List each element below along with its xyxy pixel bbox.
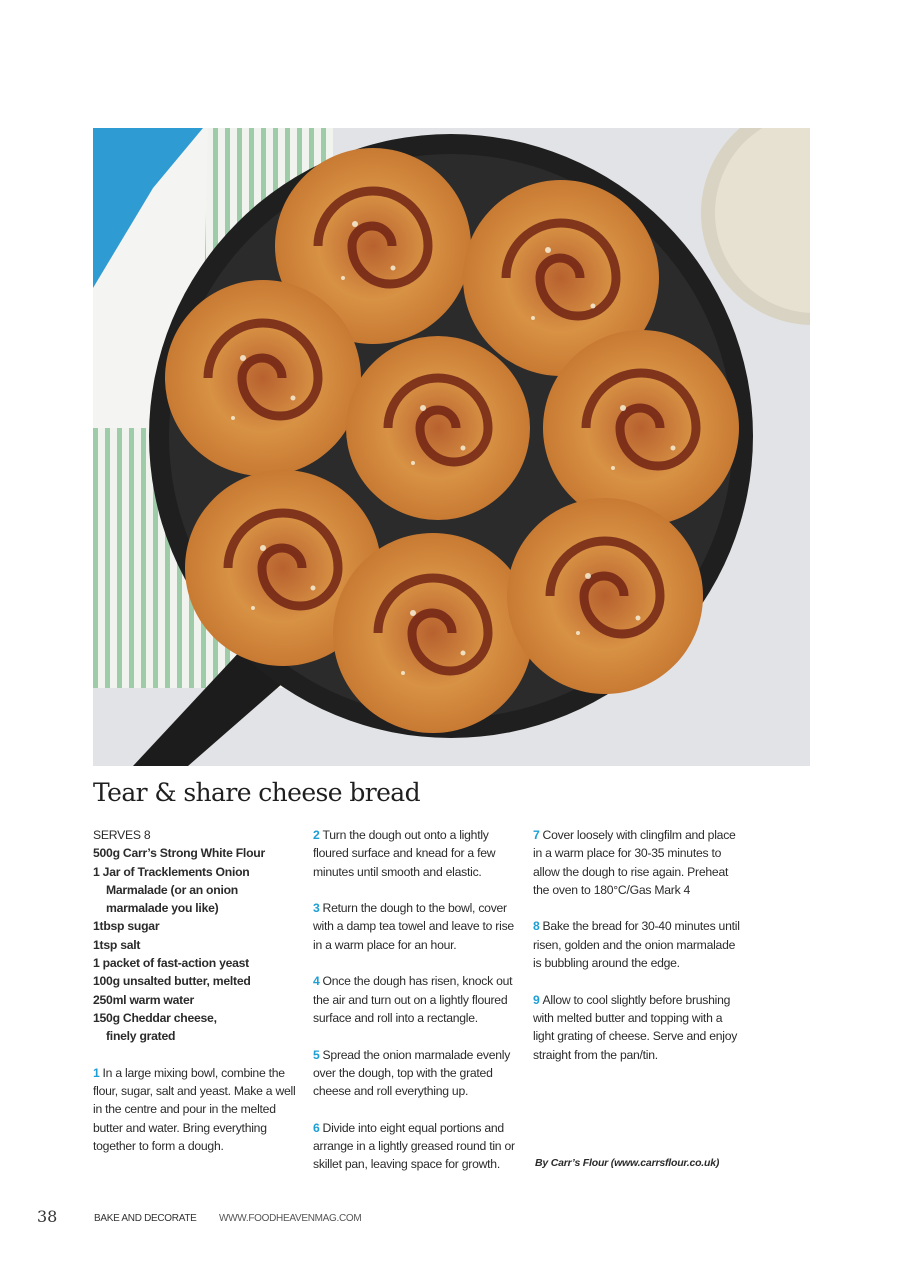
- ingredient-text: 1tsp salt: [93, 937, 141, 952]
- step-text: In a large mixing bowl, combine the flour, sugar, salt and yeast. Make a well in the centre and pour in the melted butter and water. Bring everything together to form a dough.: [93, 1065, 296, 1154]
- ingredient-text: 1 Jar of Tracklements Onion: [93, 864, 250, 879]
- ingredient-text: 250ml warm water: [93, 992, 195, 1007]
- step-number: 1: [93, 1065, 100, 1080]
- step-text: Divide into eight equal portions and arrange in a lightly greased round tin or skillet pan, leaving space for growth.: [313, 1120, 515, 1172]
- ingredient-continuation: Marmalade (or an onion: [106, 882, 238, 897]
- ingredient-item: [93, 917, 303, 935]
- step-text: Allow to cool slightly before brushing with melted butter and topping with a light grating of cheese. Serve and enjoy straight from the pan/tin.: [533, 992, 738, 1062]
- skillet-bread-illustration: [93, 128, 810, 766]
- method-step: [313, 1046, 525, 1101]
- step-text: Turn the dough out onto a lightly floured surface and knead for a few minutes until smooth and elastic.: [313, 828, 496, 879]
- recipe-credit: By Carr’s Flour (www.carrsflour.co.uk): [535, 1157, 720, 1169]
- ingredient-continuation: finely grated: [106, 1029, 176, 1044]
- ingredient-item: [93, 863, 303, 918]
- step-text: Once the dough has risen, knock out the air and turn out on a lightly floured surface and roll into a rectangle.: [313, 974, 513, 1025]
- step-number: 4: [313, 974, 320, 989]
- method-step: [313, 1119, 525, 1174]
- ingredient-text: 1 packet of fast-action yeast: [93, 956, 249, 971]
- ingredient-item: [93, 936, 303, 954]
- ingredient-item: [93, 844, 303, 862]
- serves-label: SERVES 8: [93, 828, 151, 842]
- step-number: 2: [313, 828, 320, 842]
- step-number: 9: [533, 992, 540, 1007]
- ingredient-list: [93, 844, 303, 1045]
- method-step: [313, 899, 525, 954]
- step-number: 8: [533, 919, 540, 934]
- step-number: 7: [533, 828, 540, 842]
- step-text: Cover loosely with clingfilm and place in a warm place for 30-35 minutes to allow the dough to rise again. Preheat the oven to 180°C/Gas Mark 4: [533, 828, 736, 897]
- method-step: [313, 826, 525, 881]
- recipe-title: Tear & share cheese bread: [93, 778, 420, 807]
- ingredient-item: [93, 1009, 303, 1046]
- step-text: Spread the onion marmalade evenly over the dough, top with the grated cheese and roll everything up.: [313, 1047, 511, 1099]
- page-number: 38: [37, 1207, 58, 1226]
- method-step: [533, 917, 745, 972]
- method-step: [93, 1064, 303, 1155]
- step-text: Bake the bread for 30-40 minutes until risen, golden and the onion marmalade is bubbling around the edge.: [533, 919, 740, 971]
- method-step: [533, 991, 745, 1064]
- magazine-url: WWW.FOODHEAVENMAG.COM: [219, 1213, 362, 1224]
- ingredient-item: [93, 972, 303, 990]
- step-number: 5: [313, 1047, 320, 1062]
- ingredient-text: 1tbsp sugar: [93, 919, 160, 934]
- column-method-2: [533, 826, 745, 1082]
- ingredient-text: 150g Cheddar cheese,: [93, 1010, 217, 1025]
- ingredient-item: [93, 991, 303, 1009]
- ingredient-item: [93, 954, 303, 972]
- ingredient-text: 100g unsalted butter, melted: [93, 974, 251, 989]
- method-step: [533, 826, 745, 899]
- step-text: Return the dough to the bowl, cover with a damp tea towel and leave to rise in a warm place for an hour.: [313, 901, 514, 952]
- ingredient-continuation: marmalade you like): [106, 901, 219, 916]
- magazine-name: BAKE AND DECORATE: [94, 1213, 197, 1224]
- step-number: 6: [313, 1120, 320, 1135]
- ingredient-text: 500g Carr’s Strong White Flour: [93, 846, 265, 861]
- column-method-1: [313, 826, 525, 1192]
- column-ingredients: [93, 826, 303, 1174]
- method-step: [313, 972, 525, 1027]
- step-number: 3: [313, 901, 320, 916]
- recipe-photo: [93, 128, 810, 766]
